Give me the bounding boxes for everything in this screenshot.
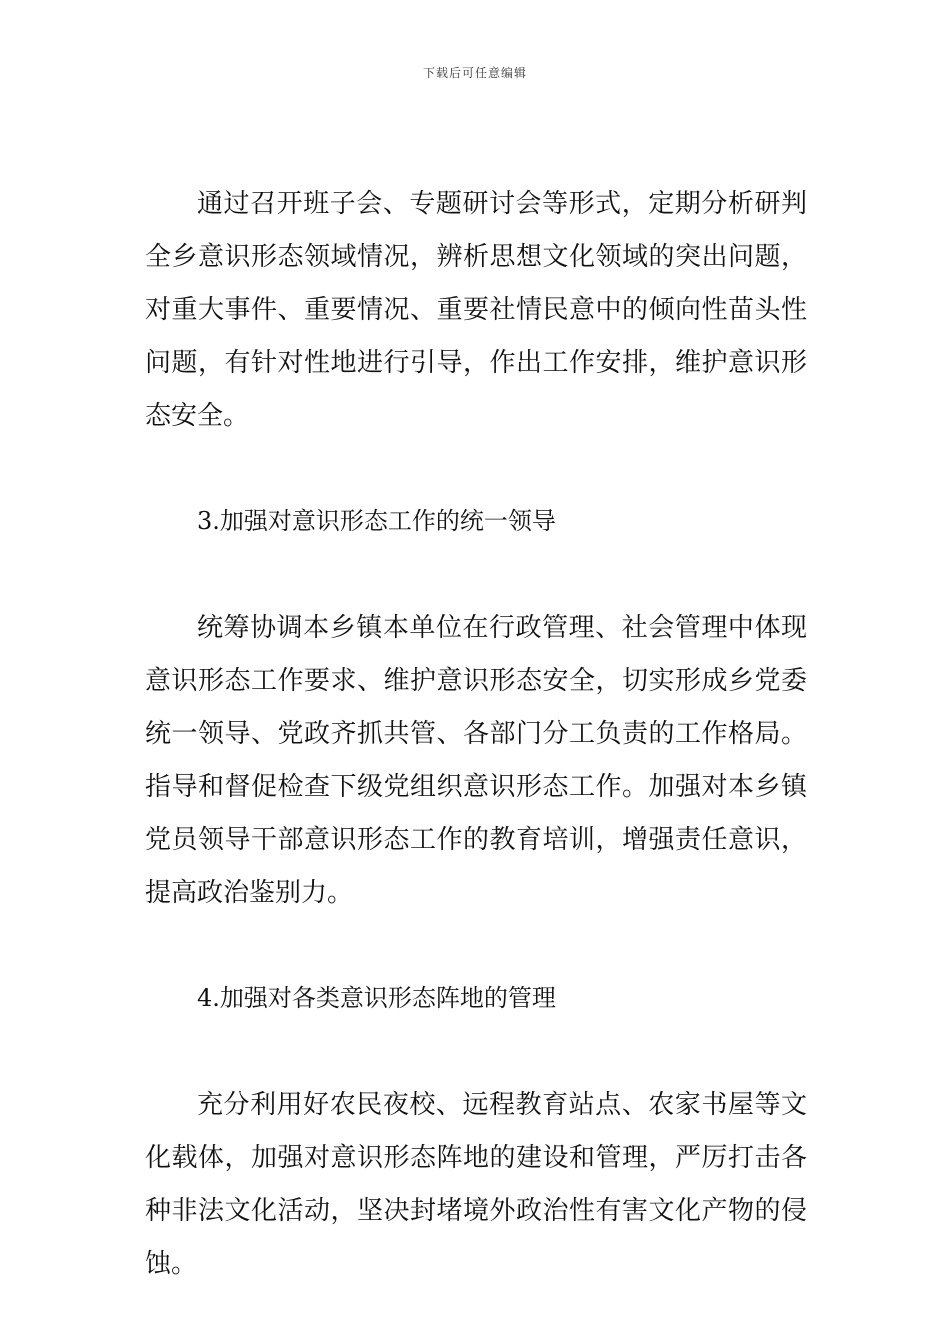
page-header: 下载后可任意编辑 xyxy=(422,66,527,80)
document-body xyxy=(145,178,807,1291)
paragraph-positions: 充分利用好农民夜校、远程教育站点、农家书屋等文化载体，加强对意识形态阵地的建设和管理，严厉打击各种非法文化活动，坚决封堵境外政治性有害文化产物的侵蚀。 xyxy=(145,1090,807,1279)
paragraph-leadership: 统筹协调本乡镇本单位在行政管理、社会管理中体现意识形态工作要求、维护意识形态安全，切实形成乡党委统一领导、党政齐抓共管、各部门分工负责的工作格局。指导和督促检查下级党组织意识形态工作。加强对本乡镇党员领导干部意识形态工作的教育培训，增强责任意识，提高政治鉴别力。 xyxy=(145,613,807,908)
spacer xyxy=(145,443,807,495)
paragraph-analysis: 通过召开班子会、专题研讨会等形式，定期分析研判全乡意识形态领域情况，辨析思想文化领域的突出问题，对重大事件、重要情况、重要社情民意中的倾向性苗头性问题，有针对性地进行引导，作出工作安排，维护意识形态安全。 xyxy=(145,189,807,431)
spacer xyxy=(145,920,807,972)
section-heading-3: 3.加强对意识形态工作的统一领导 xyxy=(197,507,556,535)
spacer xyxy=(145,548,807,602)
section-heading-4: 4.加强对各类意识形态阵地的管理 xyxy=(197,984,556,1012)
spacer xyxy=(145,1025,807,1079)
